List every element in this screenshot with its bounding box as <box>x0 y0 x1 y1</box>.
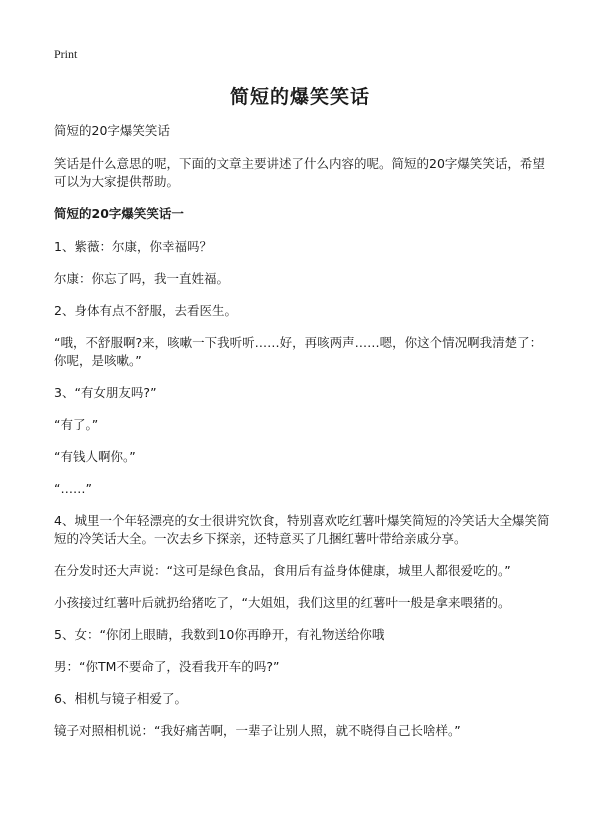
joke-paragraph: 4、城里一个年轻漂亮的女士很讲究饮食，特别喜欢吃红薯叶爆笑简短的冷笑话大全爆笑简短的冷笑话大全。一次去乡下探亲，还特意买了几捆红薯叶带给亲戚分享。 <box>54 513 550 546</box>
joke-paragraph: 在分发时还大声说：“这可是绿色食品，食用后有益身体健康，城里人都很爱吃的。” <box>54 563 511 578</box>
joke-paragraph: “……” <box>54 481 92 496</box>
print-link[interactable]: Print <box>54 47 78 61</box>
article-body <box>54 122 554 754</box>
page-title: 简短的爆笑笑话 <box>229 86 370 108</box>
joke-paragraph: 6、相机与镜子相爱了。 <box>54 691 187 706</box>
joke-paragraph: “有了。” <box>54 417 99 432</box>
joke-paragraph: 镜子对照相机说：“我好痛苦啊，一辈子让别人照，就不晓得自己长啥样。” <box>54 723 461 738</box>
joke-paragraph: 2、身体有点不舒服，去看医生。 <box>54 303 237 318</box>
joke-paragraph: “有钱人啊你。” <box>54 449 136 464</box>
intro-paragraph: 笑话是什么意思的呢，下面的文章主要讲述了什么内容的呢。简短的20字爆笑笑话，希望可以为大家提供帮助。 <box>54 156 545 189</box>
joke-paragraph: “哦，不舒服啊?来，咳嗽一下我听听……好，再咳两声……嗯，你这个情况啊我清楚了：你呢，是咳嗽。” <box>54 335 543 368</box>
joke-paragraph: 5、女：“你闭上眼睛，我数到10你再睁开，有礼物送给你哦 <box>54 627 385 642</box>
joke-paragraph: 尔康：你忘了吗，我一直姓福。 <box>54 271 230 286</box>
article-subtitle: 简短的20字爆笑笑话 <box>54 123 170 138</box>
joke-paragraph: 小孩接过红薯叶后就扔给猪吃了，“大姐姐，我们这里的红薯叶一般是拿来喂猪的。 <box>54 595 511 610</box>
joke-paragraph: 男：“你TM不要命了，没看我开车的吗?” <box>54 659 280 674</box>
joke-paragraph: 3、“有女朋友吗?” <box>54 385 157 400</box>
joke-paragraph: 1、紫薇：尔康，你幸福吗？ <box>54 239 212 254</box>
section-heading: 简短的20字爆笑笑话一 <box>54 206 184 221</box>
